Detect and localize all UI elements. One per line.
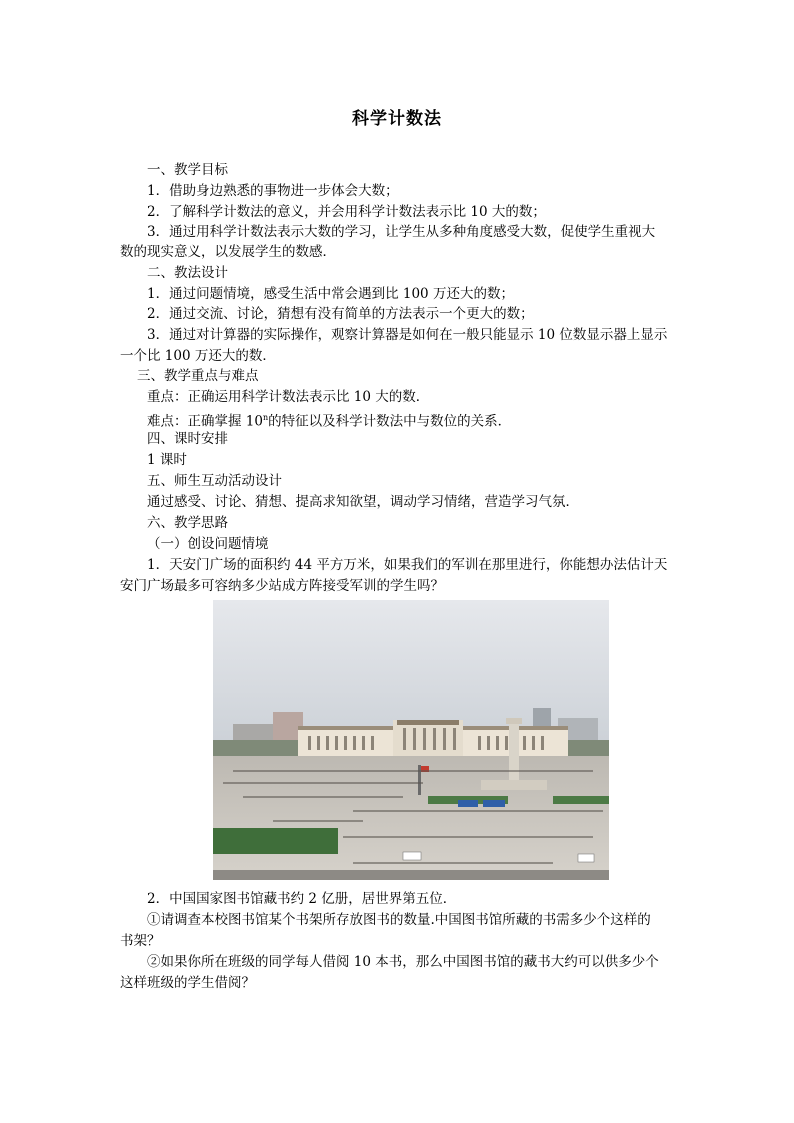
section-heading-schedule: 四、课时安排 xyxy=(147,431,228,447)
subsection-heading: （一）创设问题情境 xyxy=(147,536,269,552)
difficult-point-text-a: 难点：正确掌握 10 xyxy=(147,413,263,430)
section-heading-approach: 六、教学思路 xyxy=(147,515,228,531)
method-item-1: 1．通过问题情境，感受生活中常会遇到比 100 万还大的数； xyxy=(147,286,514,302)
objective-item-3-cont: 数的现实意义，以发展学生的数感． xyxy=(120,244,336,260)
difficult-point-text-b: 的特征以及科学计数法中与数位的关系． xyxy=(268,413,512,430)
objective-item-2: 2．了解科学计数法的意义，并会用科学计数法表示比 10 大的数； xyxy=(147,204,546,220)
question-2-line-2: 这样班级的学生借阅？ xyxy=(120,975,255,991)
key-point: 重点：正确运用科学计数法表示比 10 大的数． xyxy=(147,389,430,405)
schedule-text: 1 课时 xyxy=(147,452,187,468)
problem-1-line-1: 1．天安门广场的面积约 44 平方万米，如果我们的军训在那里进行，你能想办法估计天 xyxy=(147,557,668,573)
section-heading-keypoints: 三、教学重点与难点 xyxy=(137,368,259,384)
page-title: 科学计数法 xyxy=(352,109,442,129)
section-heading-activity: 五、师生互动活动设计 xyxy=(147,473,282,489)
method-item-2: 2．通过交流、讨论，猜想有没有简单的方法表示一个更大的数； xyxy=(147,306,534,322)
question-2-line-1: ②如果你所在班级的同学每人借阅 10 本书，那么中国图书馆的藏书大约可以供多少个 xyxy=(147,954,659,970)
objective-item-3: 3．通过用科学计数法表示大数的学习，让学生从多种角度感受大数，促使学生重视大 xyxy=(147,224,656,240)
problem-2: 2．中国国家图书馆藏书约 2 亿册，居世界第五位． xyxy=(147,891,457,907)
activity-text: 通过感受、讨论、猜想、提高求知欲望，调动学习情绪，营造学习气氛． xyxy=(147,494,579,510)
problem-1-line-2: 安门广场最多可容纳多少站成方阵接受军训的学生吗？ xyxy=(120,578,444,594)
question-1-line-2: 书架？ xyxy=(120,933,161,949)
exponent: n xyxy=(262,413,269,422)
photo-illustration xyxy=(213,600,609,880)
method-item-3: 3．通过对计算器的实际操作，观察计算器是如何在一般只能显示 10 位数显示器上显示 xyxy=(147,327,668,343)
difficult-point xyxy=(147,408,511,432)
section-heading-method: 二、教法设计 xyxy=(147,265,228,281)
objective-item-1: 1．借助身边熟悉的事物进一步体会大数； xyxy=(147,183,399,199)
method-item-3-cont: 一个比 100 万还大的数． xyxy=(120,348,276,364)
tiananmen-square-photo xyxy=(213,600,609,880)
section-heading-objectives: 一、教学目标 xyxy=(147,162,228,178)
question-1-line-1: ①请调查本校图书馆某个书架所存放图书的数量.中国图书馆所藏的书需多少个这样的 xyxy=(147,912,651,928)
